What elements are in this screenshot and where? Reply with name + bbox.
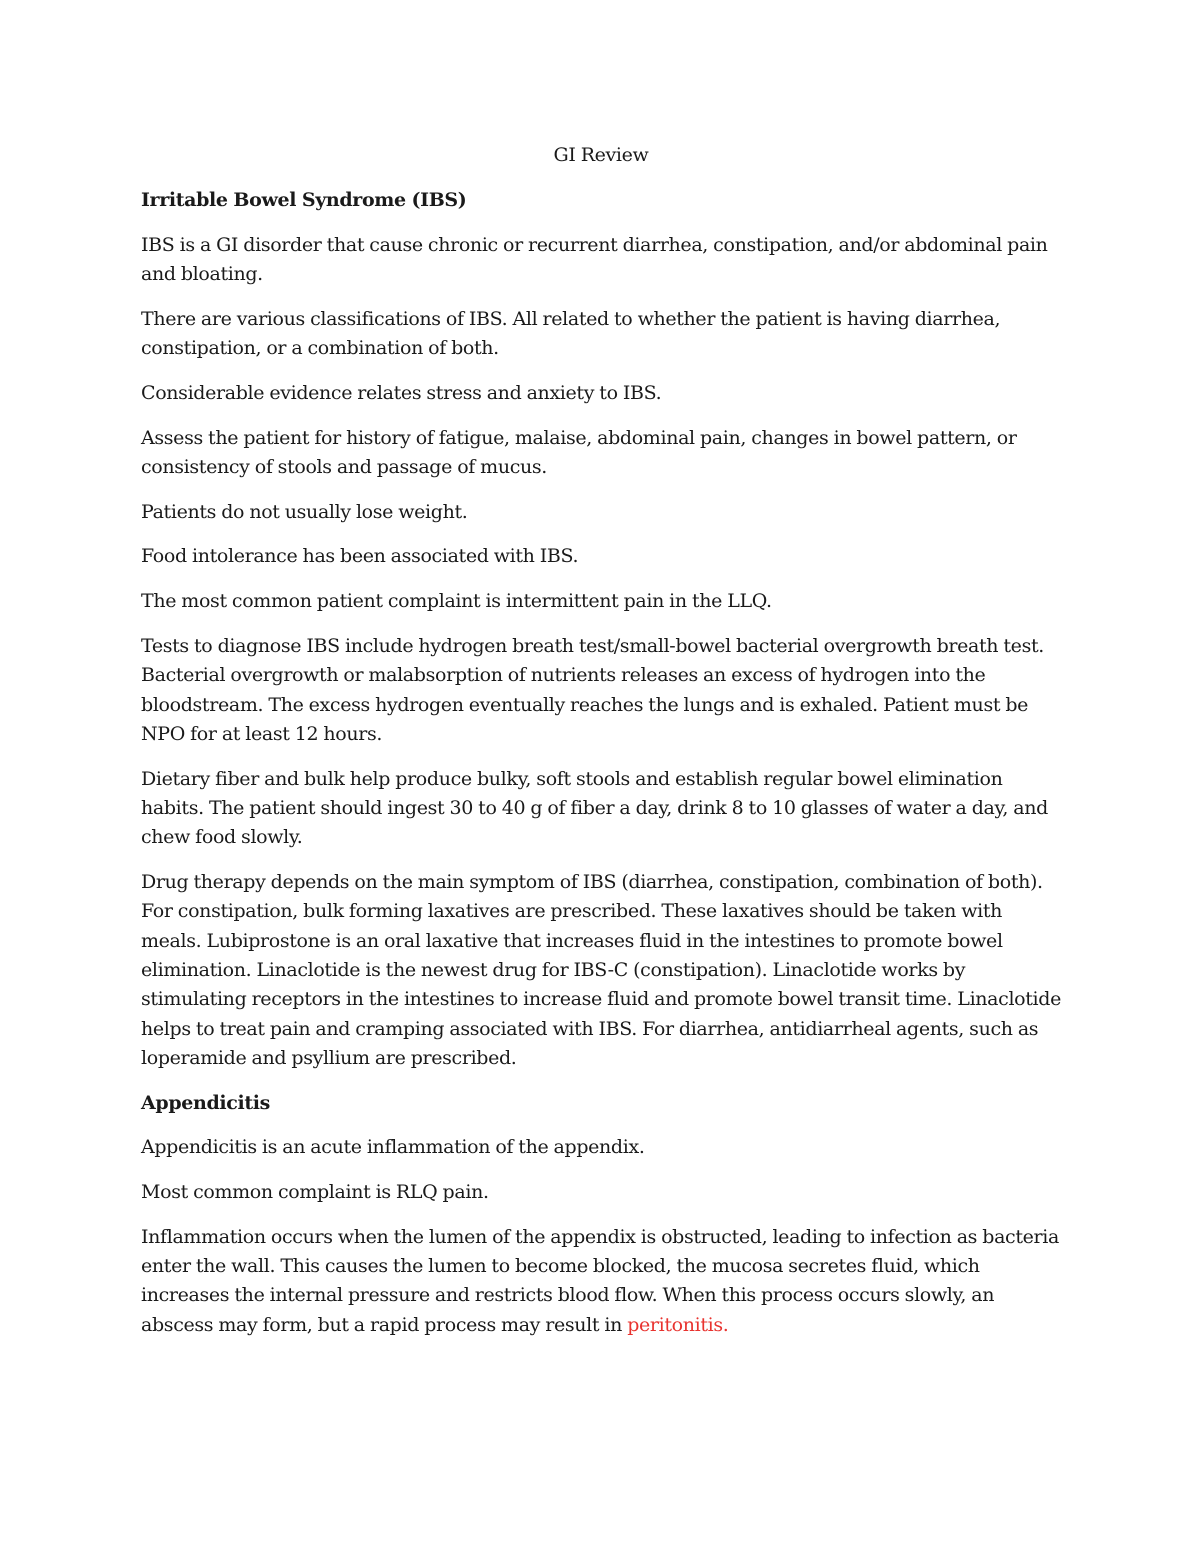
- ibs-paragraph: Assess the patient for history of fatigue, malaise, abdominal pain, changes in bowel pattern, or consistency of stools and passage of mucus.: [141, 426, 1017, 478]
- ibs-paragraph: The most common patient complaint is intermittent pain in the LLQ.: [141, 590, 772, 613]
- ibs-paragraph: Patients do not usually lose weight.: [141, 500, 468, 523]
- document-title: GI Review: [553, 144, 649, 166]
- appendicitis-paragraph-last: [141, 1223, 1061, 1340]
- appendicitis-paragraph-text: Inflammation occurs when the lumen of the appendix is obstructed, leading to infection as bacteria enter the wall. This causes the lumen to become blocked, the mucosa secretes fluid, which increases the internal pressure and restricts blood flow. When this process occurs slowly, an abscess may form, but a rapid process may result in: [141, 1225, 1059, 1336]
- appendicitis-paragraph: Most common complaint is RLQ pain.: [141, 1180, 489, 1203]
- ibs-paragraph: Dietary fiber and bulk help produce bulky, soft stools and establish regular bowel elimination habits. The patient should ingest 30 to 40 g of fiber a day, drink 8 to 10 glasses of water a day, and chew food slowly.: [141, 767, 1048, 849]
- ibs-paragraph: Drug therapy depends on the main symptom of IBS (diarrhea, constipation, combination of both). For constipation, bulk forming laxatives are prescribed. These laxatives should be taken with meals. Lubiprostone is an oral laxative that increases fluid in the intestines to promote bowel elimination. Linaclotide is the newest drug for IBS-C (constipation). Linaclotide works by stimulating receptors in the intestines to increase fluid and promote bowel transit time. Linaclotide helps to treat pain and cramping associated with IBS. For diarrhea, antidiarrheal agents, such as loperamide and psyllium are prescribed.: [141, 871, 1061, 1069]
- section-heading-ibs: Irritable Bowel Syndrome (IBS): [141, 189, 467, 212]
- ibs-paragraph: Tests to diagnose IBS include hydrogen breath test/small-bowel bacterial overgrowth breath test. Bacterial overgrowth or malabsorption of nutrients releases an excess of hydrogen into the bloodstream. The excess hydrogen eventually reaches the lungs and is exhaled. Patient must be NPO for at least 12 hours.: [141, 635, 1044, 745]
- section-heading-appendicitis: Appendicitis: [141, 1091, 270, 1114]
- peritonitis-highlight: peritonitis.: [627, 1313, 729, 1336]
- ibs-paragraph: Considerable evidence relates stress and anxiety to IBS.: [141, 381, 662, 404]
- document-body: [141, 141, 1061, 1355]
- ibs-paragraph: IBS is a GI disorder that cause chronic or recurrent diarrhea, constipation, and/or abdominal pain and bloating.: [141, 233, 1048, 285]
- ibs-paragraph: Food intolerance has been associated with IBS.: [141, 545, 579, 568]
- ibs-paragraph: There are various classifications of IBS. All related to whether the patient is having diarrhea, constipation, or a combination of both.: [141, 307, 1001, 359]
- appendicitis-paragraph: Appendicitis is an acute inflammation of the appendix.: [141, 1136, 645, 1159]
